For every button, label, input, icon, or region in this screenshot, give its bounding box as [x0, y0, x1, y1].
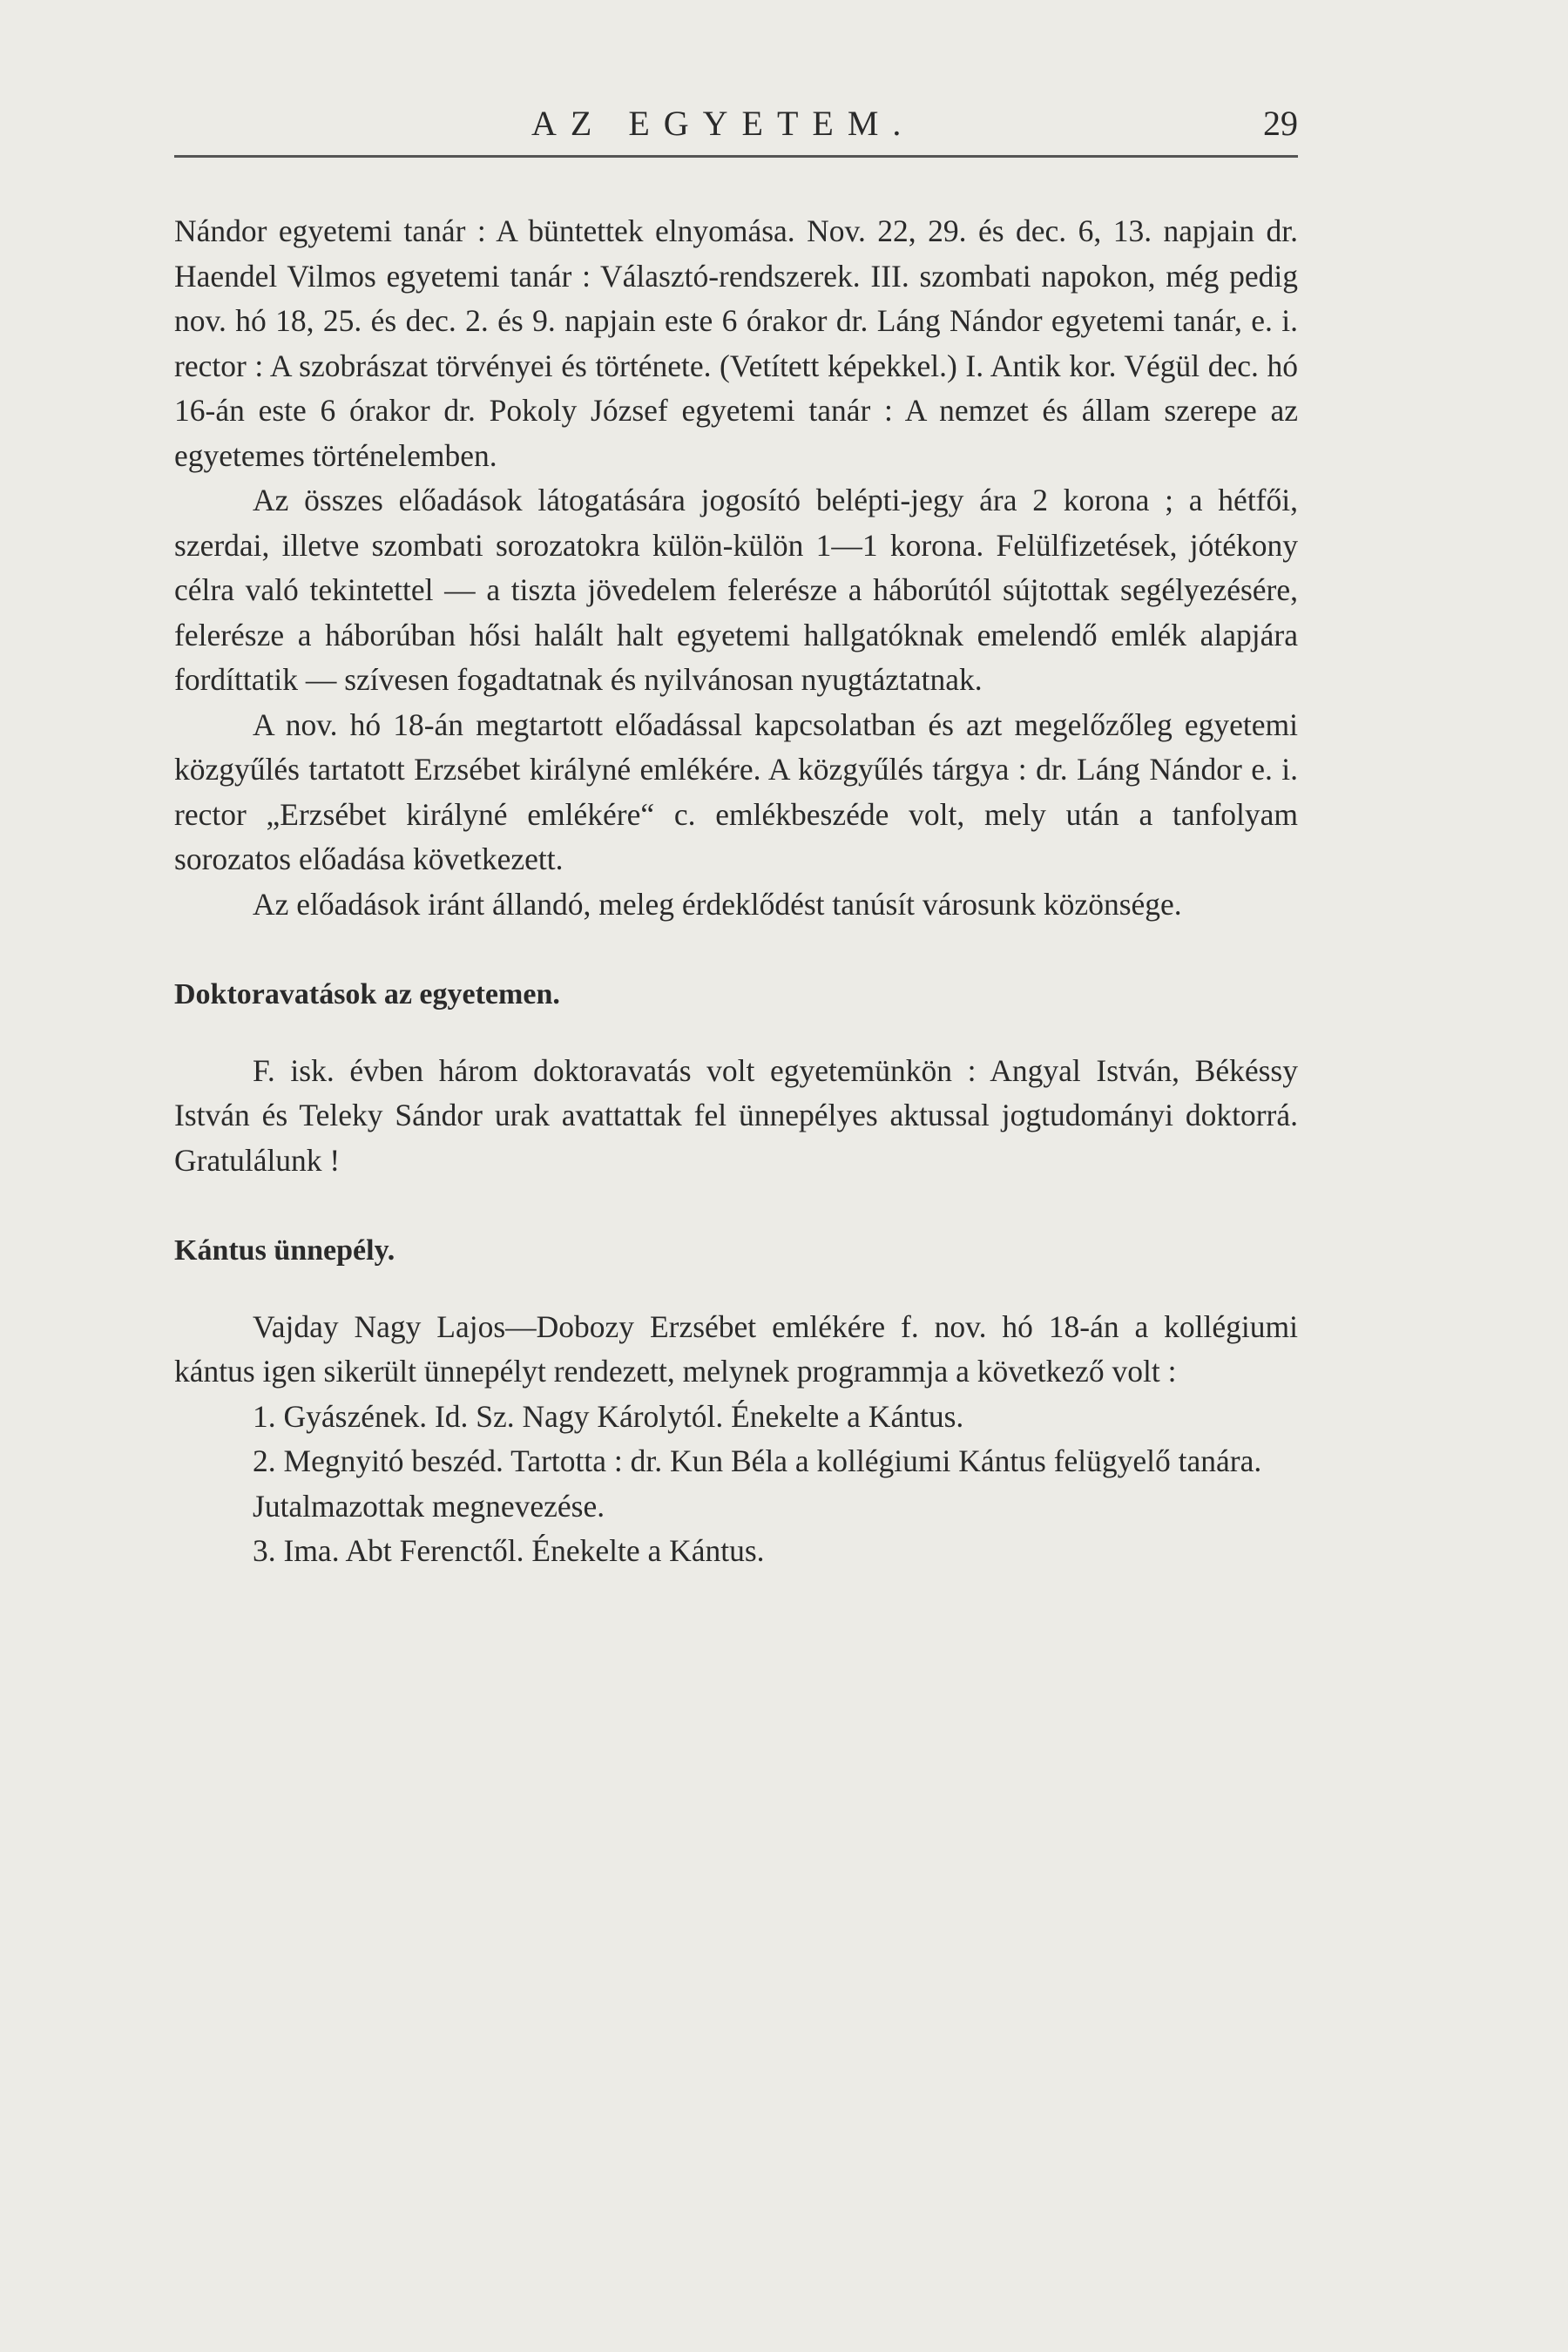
- running-title: AZ EGYETEM.: [531, 104, 916, 143]
- program-item: 1. Gyászének. Id. Sz. Nagy Károlytól. Énekelte a Kántus.: [253, 1398, 964, 1434]
- paragraph: Nándor egyetemi tanár : A büntettek elnyomása. Nov. 22, 29. és dec. 6, 13. napjain dr. Haendel Vilmos egyetemi tanár : Választó-rendszerek. III. szombati napokon, még pedig nov. hó 18, 25. és dec. 2. és 9. napjain este 6 órakor dr. Láng Nándor egyetemi tanár, e. i. rector : A szobrászat törvényei és története. (Vetített képekkel.) I. Antik kor. Végül dec. hó 16-án este 6 órakor dr. Pokoly József egyetemi tanár : A nemzet és állam szerepe az egyetemes történelemben.: [174, 213, 1298, 473]
- paragraph: Az összes előadások látogatására jogosító belépti-jegy ára 2 korona ; a hétfői, szerdai, illetve szombati sorozatokra külön-külön 1—1 korona. Felülfizetések, jótékony célra való tekintettel — a tiszta jövedelem felerésze a háborútól sújtottak segélyezésére, felerésze a háborúban hősi halált halt egyetemi hallgatóknak emelendő emlék alapjára fordíttatik — szívesen fogadtatnak és nyilvánosan nyugtáztatnak.: [174, 483, 1298, 697]
- page-header: [174, 103, 1298, 158]
- paragraph: F. isk. évben három doktoravatás volt egyetemünkön : Angyal István, Békéssy István és Teleky Sándor urak avattattak fel ünnepélyes aktussal jogtudományi doktorrá. Gratulálunk !: [174, 1052, 1298, 1178]
- program-note: Jutalmazottak megnevezése.: [253, 1488, 605, 1524]
- paragraph: A nov. hó 18-án megtartott előadással kapcsolatban és azt megelőzőleg egyetemi közgyűlés tartatott Erzsébet királyné emlékére. A közgyűlés tárgya : dr. Láng Nándor e. i. rector „Erzsébet királyné emlékére“ c. emlékbeszéde volt, mely után a tanfolyam sorozatos előadása következett.: [174, 706, 1298, 876]
- page-content: [174, 209, 1298, 1574]
- program-item: 2. Megnyitó beszéd. Tartotta : dr. Kun Béla a kollégiumi Kántus felügyelő tanára.: [253, 1443, 1262, 1478]
- section-heading-doktoravatasok: Doktoravatások az egyetemen.: [174, 978, 560, 1010]
- paragraph: Az előadások iránt állandó, meleg érdeklődést tanúsít városunk közönsége.: [253, 886, 1182, 922]
- section-heading-kantus: Kántus ünnepély.: [174, 1234, 395, 1267]
- program-item: 3. Ima. Abt Ferenctől. Énekelte a Kántus.: [253, 1533, 765, 1568]
- page-number: 29: [1263, 104, 1298, 143]
- paragraph: Vajday Nagy Lajos—Dobozy Erzsébet emlékére f. nov. hó 18-án a kollégiumi kántus igen sikerült ünnepélyt rendezett, melynek programmja a következő volt :: [174, 1308, 1298, 1389]
